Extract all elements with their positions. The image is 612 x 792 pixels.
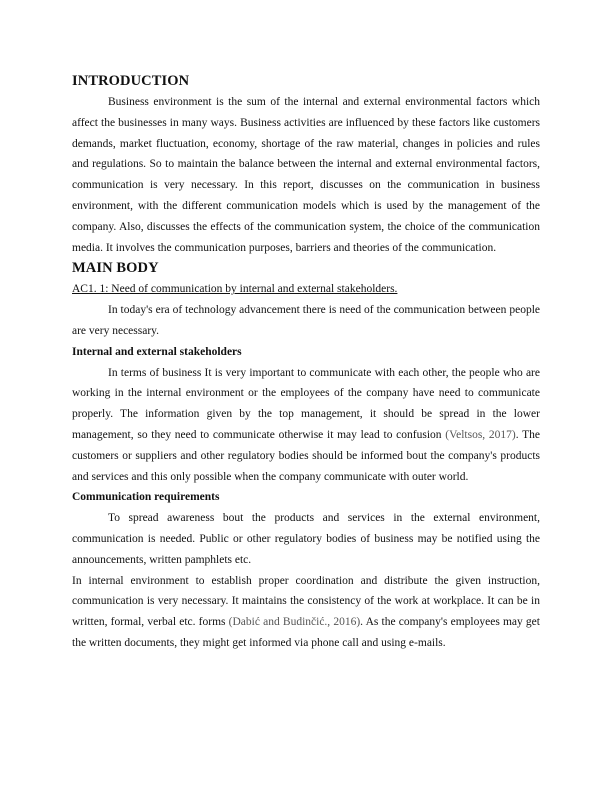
stakeholders-text-1: In terms of business It is very important to communicate with each other, the people who are working in the internal environment or the employees of the company have need to communicate properly. The information given by the top management, it should be spread in the lower management, so they need to communicate otherwise it may lead to confusion	[72, 366, 540, 441]
introduction-paragraph: Business environment is the sum of the internal and external environmental factors which affect the businesses in many ways. Business activities are influenced by these factors like customers demands, market fluctuation, economy, shortage of the raw material, changes in policies and rules and regulations. So to maintain the balance between the internal and external environmental factors, communication is very necessary. In this report, discusses on the communication in business environment, with the different communication models which is used by the management of the company. Also, discusses the effects of the communication system, the choice of the communication media. It involves the communication purposes, barriers and theories of the communication.	[72, 96, 540, 254]
introduction-heading: INTRODUCTION	[72, 73, 190, 89]
requirements-paragraph-2	[72, 571, 540, 654]
citation-dabic-budincic: (Dabić and Budinčić., 2016)	[228, 616, 361, 629]
stakeholders-paragraph	[72, 363, 540, 488]
requirements-text-2: . As the company's employees may get the written documents, they might get informed via phone call and using e-mails.	[72, 616, 540, 649]
requirements-heading: Communication requirements	[72, 491, 220, 504]
ac1-1-title: AC1. 1: Need of communication by internal and external stakeholders.	[72, 283, 398, 296]
ac1-1-paragraph: In today's era of technology advancement there is need of the communication between people are very necessary.	[72, 304, 540, 337]
document-page	[72, 72, 540, 654]
stakeholders-heading: Internal and external stakeholders	[72, 345, 242, 358]
requirements-paragraph-1: To spread awareness bout the products and services in the external environment, communication is needed. Public or other regulatory bodies of business may be notified using the announcements, written pamphlets etc.	[72, 512, 540, 566]
main-body-heading: MAIN BODY	[72, 260, 159, 277]
stakeholders-text-2: . The customers or suppliers and other regulatory bodies should be informed bout the company's products and services and this only possible when the company communicate with outer world.	[72, 428, 541, 483]
citation-veltsos: (Veltsos, 2017)	[445, 428, 516, 441]
requirements-text-1: In internal environment to establish proper coordination and distribute the given instruction, communication is very necessary. It maintains the consistency of the work at workplace. It can be in written, formal, verbal etc. forms	[72, 574, 540, 629]
